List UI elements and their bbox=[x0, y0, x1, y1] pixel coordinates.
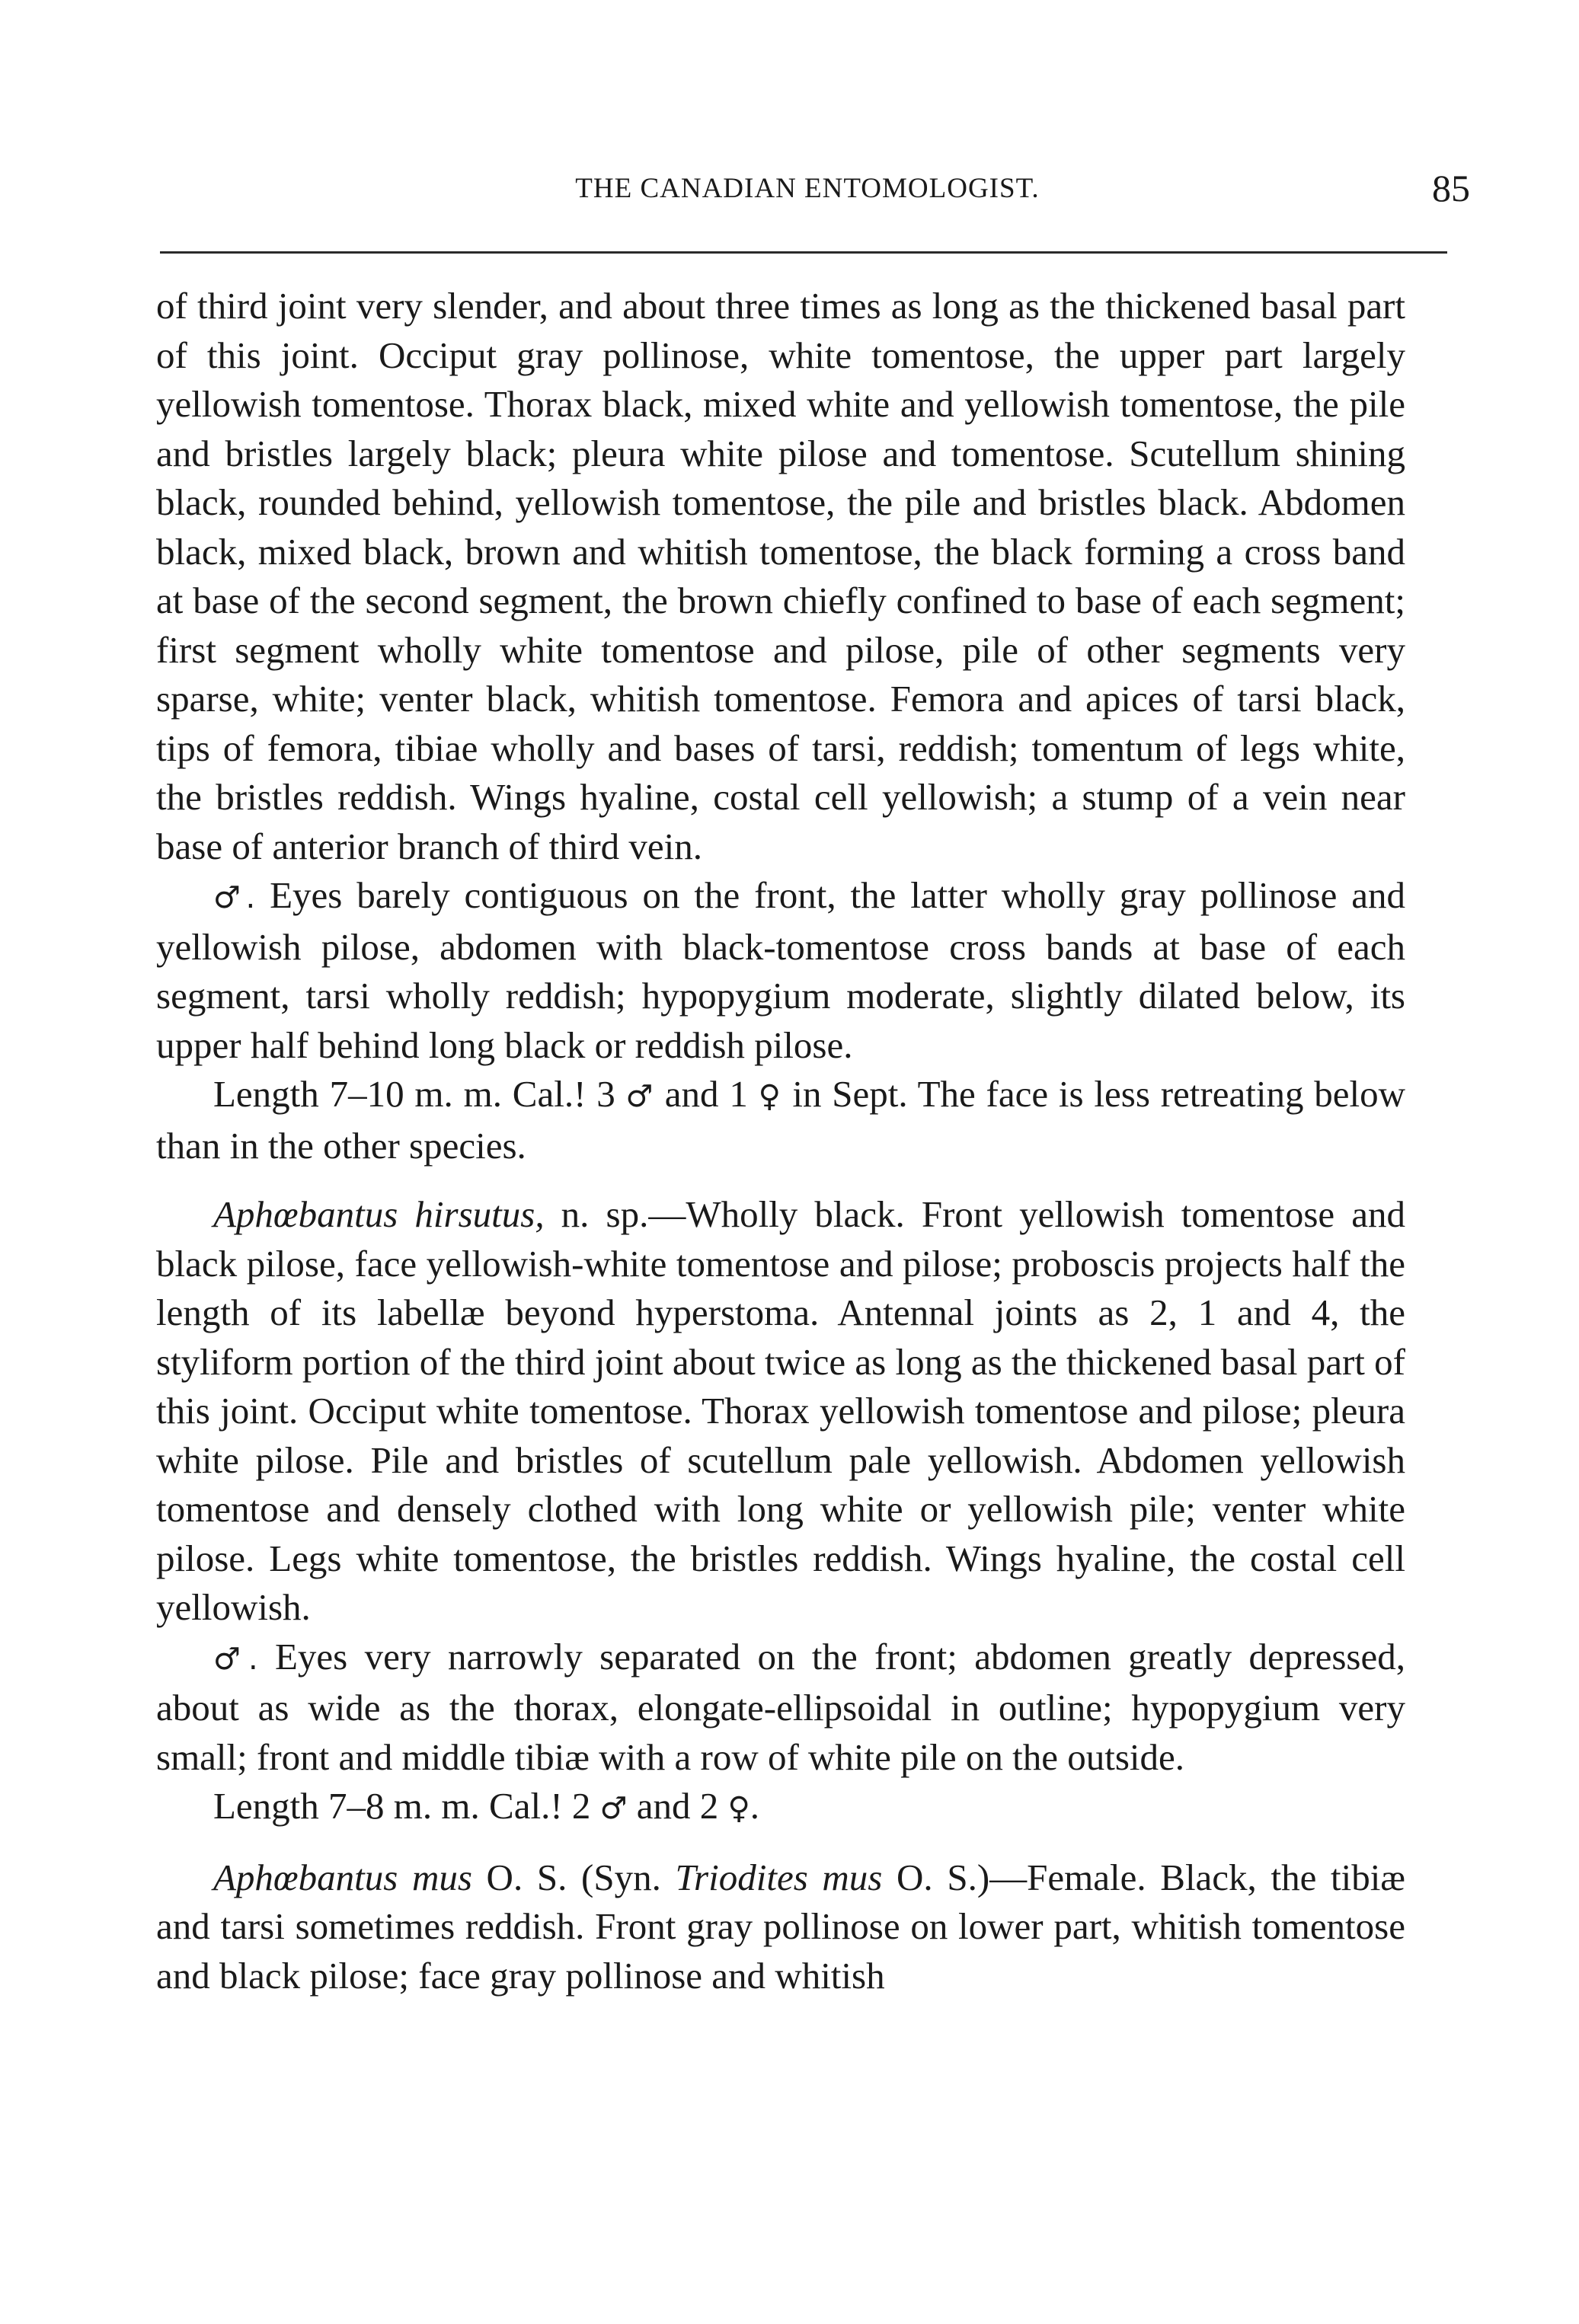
running-title: THE CANADIAN ENTOMOLOGIST. bbox=[575, 173, 1040, 204]
paragraph-text: O. S. (Syn. bbox=[471, 1856, 676, 1898]
female-symbol: ♀ bbox=[727, 1791, 750, 1826]
length-text: Length 7–8 m. m. Cal.! 2 bbox=[213, 1785, 600, 1827]
body-text bbox=[156, 282, 1405, 2000]
species-name: Aphœbantus mus bbox=[213, 1856, 472, 1898]
paragraph-text: Eyes very narrowly separated on the front; abdomen greatly depressed, about as wide as the thorax, elongate-ellipsoidal in outline; hypopygium very small; front and middle tibiæ with a row of white pile on the outside. bbox=[156, 1635, 1405, 1778]
male-symbol: ♂. bbox=[213, 880, 256, 915]
paragraph-length-note bbox=[156, 1782, 1405, 1834]
species-name: Aphœbantus hirsutus, bbox=[213, 1193, 545, 1235]
male-symbol: ♂. bbox=[213, 1641, 258, 1677]
paragraph-text: n. sp.—Wholly black. Front yellowish tomentose and black pilose, face yellowish-white tomentose and pilose; proboscis projects half the length of its labellæ beyond hyperstoma. Antennal joints as 2, 1 and 4, the styliform portion of the third joint about twice as long as the thickened basal part of this joint. Occiput white tomentose. Thorax yellowish tomentose and pilose; pleura white pilose. Pile and bristles of scutellum pale yellowish. Abdomen yellowish tomentose and densely clothed with long white or yellowish pile; venter white pilose. Legs white tomentose, the bristles reddish. Wings hyaline, the costal cell yellowish. bbox=[156, 1193, 1405, 1628]
paragraph-species-mus bbox=[156, 1853, 1405, 2001]
header-rule bbox=[160, 251, 1447, 254]
paragraph-continued-description bbox=[156, 282, 1405, 871]
paragraph-text: Eyes barely contiguous on the front, the latter wholly gray pollinose and yellowish pilose, abdomen with black-tomentose cross bands at base of each segment, tarsi wholly reddish; hypopygium moderate, slightly dilated below, its upper half behind long black or reddish pilose. bbox=[156, 874, 1406, 1066]
synonym-name: Triodites mus bbox=[675, 1856, 883, 1898]
length-text: and 2 bbox=[627, 1785, 728, 1827]
paragraph-text: O. S.)—Female. Black, the tibiæ and tarsi sometimes reddish. Front gray pollinose on lower part, whitish tomentose and black pilose; face gray pollinose and whitish bbox=[156, 1856, 1405, 1997]
male-symbol: ♂ bbox=[599, 1791, 628, 1826]
length-text: and 1 bbox=[654, 1073, 759, 1115]
paragraph-male-description bbox=[156, 1633, 1405, 1783]
male-symbol: ♂ bbox=[625, 1079, 654, 1114]
paragraph-text: of third joint very slender, and about three times as long as the thickened basal part of this joint. Occiput gray pollinose, white tomentose, the upper part largely yellowish tomentose. Thorax black, mixed white and yellowish tomentose, the pile and bristles largely black; pleura white pilose and tomentose. Scutellum shining black, rounded behind, yellowish tomentose, the pile and bristles black. Abdomen black, mixed black, brown and whitish tomentose, the black forming a cross band at base of the second segment, the brown chiefly confined to base of each segment; first segment wholly white tomentose and pilose, pile of other segments very sparse, white; venter black, whitish tomentose. Femora and apices of tarsi black, tips of femora, tibiae wholly and bases of tarsi, reddish; tomentum of legs white, the bristles reddish. Wings hyaline, costal cell yellowish; a stump of a vein near base of anterior branch of third vein. bbox=[156, 285, 1405, 867]
length-text: in Sept. The face is less retreating below than in the other species. bbox=[156, 1073, 1406, 1167]
length-text: Length 7–10 m. m. Cal.! 3 bbox=[213, 1073, 626, 1115]
paragraph-species-hirsutus bbox=[156, 1190, 1405, 1633]
length-text: . bbox=[750, 1785, 760, 1827]
page-header bbox=[160, 167, 1470, 215]
female-symbol: ♀ bbox=[758, 1079, 782, 1114]
paragraph-length-note bbox=[156, 1070, 1405, 1170]
paragraph-male-description bbox=[156, 871, 1405, 1070]
page-number: 85 bbox=[1432, 167, 1470, 209]
